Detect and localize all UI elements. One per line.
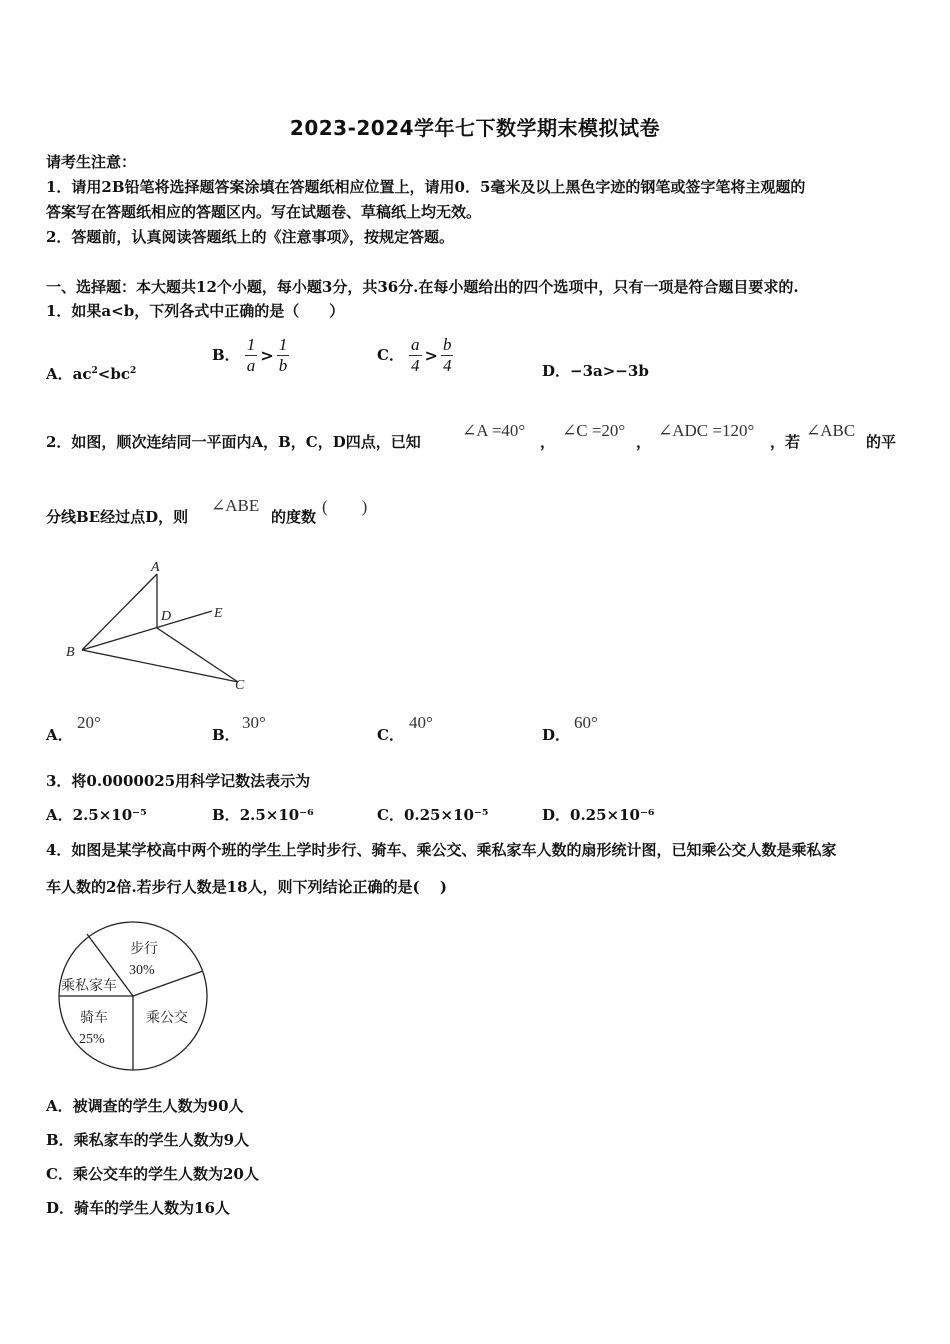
q1-b-frac1 [245, 336, 258, 375]
q2-angle-adc: ∠ADC =120° [658, 421, 755, 440]
pie-label-bike: 骑车 [80, 1011, 108, 1026]
q2-stem-d: 分线BE经过点D，则 [46, 508, 189, 526]
q1-stem: 1．如果a<b，下列各式中正确的是（ ） [46, 302, 345, 320]
q3-option-b [212, 805, 314, 825]
notice-heading: 请考生注意： [46, 153, 137, 171]
label-point-e: E [214, 606, 223, 621]
q1-d-text: −3a>−3b [570, 362, 649, 380]
section-heading: 一、选择题：本大题共12个小题，每小题3分，共36分.在每小题给出的四个选项中，只有一项是符合题目要求的. [46, 278, 799, 296]
q1-b-den2: b [278, 356, 288, 375]
q2-a-value: 20° [77, 713, 101, 732]
q2-b-value: 30° [242, 713, 266, 732]
q2-stem-a: 2．如图，顺次连结同一平面内A，B，C，D四点，已知 [46, 433, 421, 451]
q2-b-label: B． [212, 726, 240, 744]
q1-a-sup2: 2 [129, 366, 137, 376]
notice-line-1a: 1．请用2B铅笔将选择题答案涂填在答题纸相应位置上，请用0．5毫米及以上黑色字迹的钢笔或签字笔将主观题的 [46, 178, 806, 196]
q1-a-label: A． [46, 365, 73, 383]
q1-c-frac2 [441, 336, 454, 375]
q2-sep-2: ， [636, 433, 652, 451]
pie-label-bus: 乘公交 [146, 1011, 188, 1026]
notice-line-2: 2．答题前，认真阅读答题纸上的《注意事项》，按规定答题。 [46, 228, 454, 246]
q1-option-a [46, 361, 136, 384]
pie-label-walk: 步行 [130, 942, 158, 957]
q1-d-label: D． [542, 362, 571, 380]
q1-a-pre: ac [72, 365, 92, 383]
q3-option-a [46, 805, 147, 825]
q3-c-label: C． [377, 806, 404, 824]
q3-a-text: 2.5×10⁻⁵ [72, 806, 147, 824]
q1-c-frac1 [409, 336, 422, 375]
q1-b-frac2 [277, 336, 290, 375]
q3-b-label: B． [212, 806, 240, 824]
q1-a-sup1: 2 [91, 366, 98, 376]
q2-d-label: D． [542, 726, 571, 744]
q3-a-label: A． [46, 806, 73, 824]
q3-d-text: 0.25×10⁻⁶ [570, 806, 655, 824]
page-title: 2023-2024学年七下数学期末模拟试卷 [289, 116, 661, 140]
q2-a-label: A． [46, 726, 73, 744]
q3-stem: 3．将0.0000025用科学记数法表示为 [46, 772, 311, 790]
q1-b-op: > [260, 346, 274, 365]
q2-paren: ( ) [322, 497, 368, 516]
q2-stem-e: 的度数 [271, 508, 317, 526]
q2-c-value: 40° [409, 713, 433, 732]
q2-d-value: 60° [574, 713, 598, 732]
q4-option-b: B．乘私家车的学生人数为9人 [46, 1131, 250, 1149]
pie-label-car: 乘私家车 [61, 979, 117, 994]
q1-b-num2: 1 [278, 335, 288, 354]
q2-angle-abe: ∠ABE [211, 496, 260, 515]
q4-pie-chart [55, 918, 211, 1074]
q1-c-num1: a [411, 335, 420, 354]
notice-line-1b: 答案写在答题纸相应的答题区内。写在试题卷、草稿纸上均无效。 [46, 203, 482, 221]
q1-c-op: > [424, 346, 438, 365]
q4-option-d: D．骑车的学生人数为16人 [46, 1199, 230, 1217]
q1-c-label: C． [377, 346, 404, 364]
pie-pct-bike: 25% [79, 1032, 105, 1047]
q4-option-c: C．乘公交车的学生人数为20人 [46, 1165, 259, 1183]
q2-c-label: C． [377, 726, 404, 744]
q4-option-a: A．被调查的学生人数为90人 [46, 1097, 244, 1115]
q1-b-num1: 1 [246, 335, 256, 354]
q2-stem-b: ，若 [770, 433, 801, 451]
q3-b-text: 2.5×10⁻⁶ [239, 806, 314, 824]
label-point-c: C [235, 678, 245, 693]
q3-option-c [377, 805, 488, 825]
q2-stem-c: 的平 [866, 433, 897, 451]
q1-b-label: B． [212, 346, 240, 364]
pie-pct-walk: 30% [129, 963, 155, 978]
q2-angle-a: ∠A =40° [462, 421, 526, 440]
label-point-d: D [161, 609, 172, 624]
q3-d-label: D． [542, 806, 571, 824]
q1-c-num2: b [442, 335, 452, 354]
q3-c-text: 0.25×10⁻⁵ [403, 806, 489, 824]
q2-angle-abc: ∠ABC [806, 421, 856, 440]
q4-stem-a: 4．如图是某学校高中两个班的学生上学时步行、骑车、乘公交、乘私家车人数的扇形统计图，已知乘公交人数是乘私家 [46, 841, 837, 859]
q1-b-den1: a [246, 356, 256, 375]
q1-c-den2: 4 [442, 356, 452, 375]
q1-option-b [212, 336, 289, 375]
q1-option-d [542, 361, 649, 381]
label-point-a: A [151, 560, 160, 575]
q3-option-d [542, 805, 654, 825]
q1-option-c [377, 336, 453, 375]
q2-angle-c: ∠C =20° [562, 421, 626, 440]
q2-geometry-figure [60, 552, 260, 697]
q2-sep-1: ， [540, 433, 556, 451]
q1-c-den1: 4 [411, 356, 420, 375]
q4-stem-b: 车人数的2倍.若步行人数是18人，则下列结论正确的是( ) [46, 878, 447, 896]
q1-a-mid: <bc [97, 365, 130, 383]
label-point-b: B [66, 645, 75, 660]
